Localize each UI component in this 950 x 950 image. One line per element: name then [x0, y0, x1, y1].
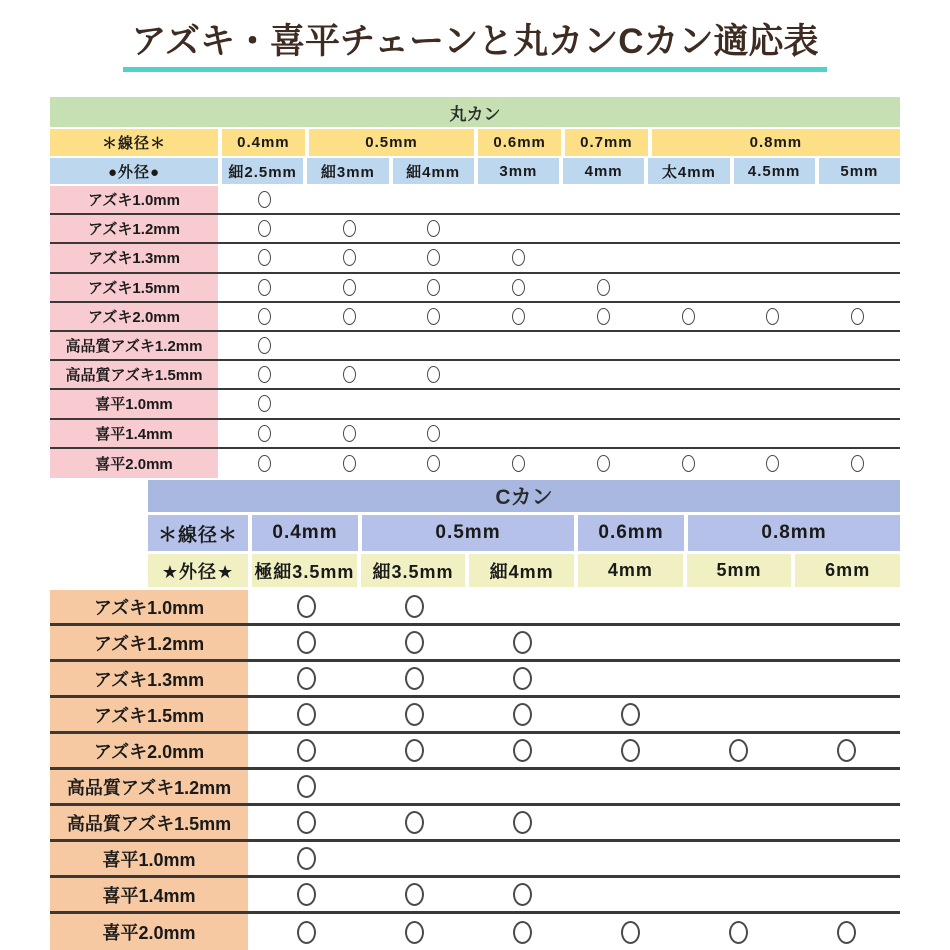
circle-mark	[427, 279, 440, 296]
mark-cell	[576, 914, 684, 950]
page-title: アズキ・喜平チェーンと丸カンCカン適応表	[123, 20, 826, 72]
chain-row-label: 喜平1.0mm	[50, 390, 222, 417]
mark-cell	[731, 449, 816, 478]
mark-cell	[360, 770, 468, 803]
chain-row-label: アズキ1.5mm	[50, 274, 222, 301]
mark-cell	[360, 878, 468, 911]
circle-mark	[405, 667, 424, 690]
mark-cell	[252, 590, 360, 623]
mark-cell	[561, 215, 646, 242]
circle-mark	[343, 455, 356, 472]
mark-cell	[684, 878, 792, 911]
mark-cell	[476, 361, 561, 388]
mark-cell	[561, 186, 646, 213]
mark-cell	[468, 698, 576, 731]
mark-cell	[476, 449, 561, 478]
mark-cell	[646, 449, 731, 478]
circle-mark	[297, 739, 316, 762]
chain-row	[50, 734, 900, 770]
chain-row-label: アズキ1.0mm	[50, 590, 252, 623]
outer-diameter-cell: 細4mm	[469, 554, 578, 587]
mark-cell	[561, 303, 646, 330]
mark-cell	[252, 842, 360, 875]
circle-mark	[405, 703, 424, 726]
mark-cell	[468, 914, 576, 950]
mark-cell	[468, 878, 576, 911]
circle-mark	[343, 425, 356, 442]
mark-cell	[222, 332, 307, 359]
circle-mark	[682, 455, 695, 472]
mark-cell	[468, 806, 576, 839]
wire-diameter-cell: 0.8mm	[688, 515, 900, 551]
mark-cell	[307, 186, 392, 213]
circle-mark	[343, 366, 356, 383]
mark-cell	[646, 332, 731, 359]
circle-mark	[513, 703, 532, 726]
mark-cell	[815, 390, 900, 417]
mark-cell	[815, 420, 900, 447]
mark-cell	[392, 449, 477, 478]
mark-cell	[576, 698, 684, 731]
circle-mark	[427, 366, 440, 383]
mark-cell	[576, 662, 684, 695]
circle-mark	[513, 631, 532, 654]
circle-mark	[597, 455, 610, 472]
mark-cell	[684, 662, 792, 695]
outer-diameter-cell: 4.5mm	[734, 158, 819, 184]
circle-mark	[343, 279, 356, 296]
circle-mark	[405, 811, 424, 834]
mark-cell	[476, 332, 561, 359]
outer-diameter-cell: 極細3.5mm	[252, 554, 361, 587]
mark-cell	[392, 244, 477, 271]
mark-cell	[360, 734, 468, 767]
mark-cell	[392, 186, 477, 213]
title-block	[0, 20, 950, 72]
outer-diameter-cell: 細3mm	[307, 158, 392, 184]
outer-diameter-cell: 細4mm	[393, 158, 478, 184]
mark-cell	[576, 806, 684, 839]
outer-diameter-cell: 5mm	[819, 158, 900, 184]
mark-cell	[252, 914, 360, 950]
chain-row-label: 高品質アズキ1.5mm	[50, 361, 222, 388]
mark-cell	[684, 770, 792, 803]
wire-diameter-cell: 0.4mm	[252, 515, 362, 551]
circle-mark	[837, 739, 856, 762]
circle-mark	[851, 455, 864, 472]
chain-row	[50, 698, 900, 734]
outer-diameter-header-label: ●外径●	[50, 158, 222, 184]
mark-cell	[792, 914, 900, 950]
chain-row	[50, 842, 900, 878]
circle-mark	[258, 337, 271, 354]
mark-cell	[222, 420, 307, 447]
chain-row	[50, 914, 900, 950]
chain-row-label: 喜平2.0mm	[50, 449, 222, 478]
mark-cell	[815, 215, 900, 242]
mark-cell	[731, 332, 816, 359]
chain-row-label: 高品質アズキ1.2mm	[50, 332, 222, 359]
circle-mark	[513, 883, 532, 906]
chain-row-label: アズキ1.3mm	[50, 662, 252, 695]
mark-cell	[392, 361, 477, 388]
mark-cell	[792, 770, 900, 803]
mark-cell	[307, 332, 392, 359]
mark-cell	[252, 806, 360, 839]
chain-row-label: 高品質アズキ1.5mm	[50, 806, 252, 839]
chain-row-label: アズキ2.0mm	[50, 734, 252, 767]
mark-cell	[360, 698, 468, 731]
mark-cell	[561, 390, 646, 417]
chain-row	[50, 878, 900, 914]
mark-cell	[684, 842, 792, 875]
circle-mark	[512, 279, 525, 296]
circle-mark	[597, 308, 610, 325]
circle-mark	[427, 308, 440, 325]
wire-diameter-row	[50, 129, 900, 156]
circle-mark	[297, 921, 316, 944]
circle-mark	[621, 703, 640, 726]
circle-mark	[621, 739, 640, 762]
circle-mark	[343, 249, 356, 266]
c-kan-table-header	[148, 480, 900, 587]
mark-cell	[476, 186, 561, 213]
circle-mark	[343, 220, 356, 237]
chain-row-label: アズキ1.2mm	[50, 626, 252, 659]
mark-cell	[468, 626, 576, 659]
circle-mark	[621, 921, 640, 944]
mark-cell	[392, 215, 477, 242]
mark-cell	[561, 420, 646, 447]
circle-mark	[258, 455, 271, 472]
wire-diameter-cell: 0.7mm	[565, 129, 652, 156]
circle-mark	[297, 775, 316, 798]
maru-kan-table	[50, 97, 900, 478]
outer-diameter-cell: 5mm	[687, 554, 796, 587]
chain-row-label: アズキ1.5mm	[50, 698, 252, 731]
mark-cell	[222, 244, 307, 271]
mark-cell	[561, 449, 646, 478]
mark-cell	[684, 698, 792, 731]
mark-cell	[792, 662, 900, 695]
circle-mark	[729, 739, 748, 762]
circle-mark	[729, 921, 748, 944]
chain-row	[50, 770, 900, 806]
mark-cell	[392, 390, 477, 417]
mark-cell	[360, 662, 468, 695]
mark-cell	[731, 303, 816, 330]
mark-cell	[307, 361, 392, 388]
circle-mark	[258, 249, 271, 266]
circle-mark	[343, 308, 356, 325]
mark-cell	[792, 878, 900, 911]
mark-cell	[731, 215, 816, 242]
chain-row	[50, 361, 900, 390]
mark-cell	[222, 215, 307, 242]
mark-cell	[792, 626, 900, 659]
mark-cell	[815, 303, 900, 330]
mark-cell	[252, 734, 360, 767]
mark-cell	[307, 274, 392, 301]
mark-cell	[815, 449, 900, 478]
circle-mark	[297, 811, 316, 834]
outer-diameter-cell: 細2.5mm	[222, 158, 307, 184]
mark-cell	[792, 806, 900, 839]
mark-cell	[468, 770, 576, 803]
mark-cell	[360, 842, 468, 875]
circle-mark	[258, 191, 271, 208]
mark-cell	[684, 590, 792, 623]
mark-cell	[815, 186, 900, 213]
wire-diameter-cell: 0.6mm	[578, 515, 688, 551]
circle-mark	[427, 220, 440, 237]
wire-diameter-header-label: ＊線径＊	[148, 515, 252, 551]
chain-row	[50, 662, 900, 698]
mark-cell	[222, 186, 307, 213]
mark-cell	[360, 590, 468, 623]
mark-cell	[792, 698, 900, 731]
mark-cell	[252, 878, 360, 911]
mark-cell	[360, 626, 468, 659]
mark-cell	[468, 590, 576, 623]
mark-cell	[307, 420, 392, 447]
circle-mark	[427, 425, 440, 442]
outer-diameter-cell: 太4mm	[648, 158, 733, 184]
mark-cell	[792, 590, 900, 623]
mark-cell	[252, 698, 360, 731]
circle-mark	[258, 395, 271, 412]
circle-mark	[297, 595, 316, 618]
circle-mark	[297, 847, 316, 870]
circle-mark	[837, 921, 856, 944]
mark-cell	[731, 244, 816, 271]
mark-cell	[392, 420, 477, 447]
mark-cell	[222, 274, 307, 301]
chain-row-label: アズキ1.3mm	[50, 244, 222, 271]
mark-cell	[684, 914, 792, 950]
mark-cell	[307, 303, 392, 330]
mark-cell	[252, 626, 360, 659]
chain-row-label: 喜平2.0mm	[50, 914, 252, 950]
mark-cell	[476, 390, 561, 417]
chain-row-label: 高品質アズキ1.2mm	[50, 770, 252, 803]
circle-mark	[427, 455, 440, 472]
mark-cell	[360, 914, 468, 950]
wire-diameter-cell: 0.4mm	[222, 129, 309, 156]
circle-mark	[766, 308, 779, 325]
circle-mark	[258, 425, 271, 442]
circle-mark	[682, 308, 695, 325]
circle-mark	[258, 220, 271, 237]
mark-cell	[561, 361, 646, 388]
outer-diameter-cell: 4mm	[578, 554, 687, 587]
circle-mark	[851, 308, 864, 325]
chain-row	[50, 215, 900, 244]
mark-cell	[646, 303, 731, 330]
circle-mark	[297, 703, 316, 726]
outer-diameter-row	[50, 158, 900, 184]
mark-cell	[646, 390, 731, 417]
mark-cell	[731, 361, 816, 388]
circle-mark	[405, 921, 424, 944]
circle-mark	[405, 595, 424, 618]
mark-cell	[476, 274, 561, 301]
mark-cell	[684, 734, 792, 767]
mark-cell	[731, 274, 816, 301]
wire-diameter-cell: 0.5mm	[362, 515, 578, 551]
table-title: Cカン	[148, 480, 900, 512]
mark-cell	[222, 449, 307, 478]
mark-cell	[646, 420, 731, 447]
wire-diameter-cell: 0.5mm	[309, 129, 479, 156]
mark-cell	[646, 215, 731, 242]
outer-diameter-cell: 4mm	[563, 158, 648, 184]
chain-row-label: 喜平1.4mm	[50, 878, 252, 911]
outer-diameter-row	[148, 554, 900, 587]
outer-diameter-header-label: ★外径★	[148, 554, 252, 587]
wire-diameter-header-label: ＊線径＊	[50, 129, 222, 156]
table-title: 丸カン	[50, 97, 900, 127]
mark-cell	[307, 390, 392, 417]
mark-cell	[307, 244, 392, 271]
mark-cell	[731, 186, 816, 213]
mark-cell	[792, 842, 900, 875]
circle-mark	[512, 308, 525, 325]
mark-cell	[576, 842, 684, 875]
circle-mark	[513, 667, 532, 690]
mark-cell	[222, 361, 307, 388]
chain-row	[50, 332, 900, 361]
mark-cell	[468, 662, 576, 695]
mark-cell	[360, 806, 468, 839]
wire-diameter-row	[148, 515, 900, 551]
mark-cell	[392, 303, 477, 330]
circle-mark	[513, 739, 532, 762]
mark-cell	[815, 332, 900, 359]
mark-cell	[252, 662, 360, 695]
chain-row	[50, 274, 900, 303]
outer-diameter-cell: 6mm	[795, 554, 900, 587]
mark-cell	[815, 274, 900, 301]
mark-cell	[646, 186, 731, 213]
mark-cell	[576, 734, 684, 767]
circle-mark	[513, 811, 532, 834]
mark-cell	[392, 332, 477, 359]
mark-cell	[576, 590, 684, 623]
mark-cell	[646, 274, 731, 301]
mark-cell	[576, 770, 684, 803]
mark-cell	[731, 390, 816, 417]
mark-cell	[792, 734, 900, 767]
mark-cell	[307, 215, 392, 242]
circle-mark	[427, 249, 440, 266]
mark-cell	[561, 332, 646, 359]
mark-cell	[222, 390, 307, 417]
mark-cell	[731, 420, 816, 447]
mark-cell	[222, 303, 307, 330]
circle-mark	[297, 883, 316, 906]
chain-row-label: 喜平1.0mm	[50, 842, 252, 875]
mark-cell	[476, 215, 561, 242]
mark-cell	[476, 303, 561, 330]
mark-cell	[684, 806, 792, 839]
mark-cell	[684, 626, 792, 659]
mark-cell	[468, 734, 576, 767]
chain-row-label: アズキ2.0mm	[50, 303, 222, 330]
circle-mark	[258, 308, 271, 325]
chain-row-label: 喜平1.4mm	[50, 420, 222, 447]
mark-cell	[307, 449, 392, 478]
wire-diameter-cell: 0.8mm	[652, 129, 900, 156]
chain-row	[50, 626, 900, 662]
chain-row	[50, 244, 900, 273]
mark-cell	[576, 626, 684, 659]
outer-diameter-cell: 細3.5mm	[361, 554, 470, 587]
mark-cell	[468, 842, 576, 875]
mark-cell	[576, 878, 684, 911]
chain-row	[50, 303, 900, 332]
mark-cell	[815, 361, 900, 388]
chain-row	[50, 390, 900, 419]
circle-mark	[405, 739, 424, 762]
mark-cell	[476, 244, 561, 271]
c-kan-table-body	[50, 590, 900, 950]
chain-row	[50, 590, 900, 626]
circle-mark	[258, 279, 271, 296]
wire-diameter-cell: 0.6mm	[478, 129, 565, 156]
chain-row	[50, 806, 900, 842]
mark-cell	[392, 274, 477, 301]
mark-cell	[561, 274, 646, 301]
circle-mark	[513, 921, 532, 944]
circle-mark	[405, 883, 424, 906]
mark-cell	[476, 420, 561, 447]
mark-cell	[252, 770, 360, 803]
circle-mark	[405, 631, 424, 654]
circle-mark	[297, 667, 316, 690]
circle-mark	[297, 631, 316, 654]
circle-mark	[597, 279, 610, 296]
chain-row-label: アズキ1.2mm	[50, 215, 222, 242]
circle-mark	[258, 366, 271, 383]
circle-mark	[512, 249, 525, 266]
mark-cell	[646, 361, 731, 388]
circle-mark	[766, 455, 779, 472]
mark-cell	[561, 244, 646, 271]
circle-mark	[512, 455, 525, 472]
mark-cell	[646, 244, 731, 271]
chain-row	[50, 449, 900, 478]
mark-cell	[815, 244, 900, 271]
chain-row-label: アズキ1.0mm	[50, 186, 222, 213]
outer-diameter-cell: 3mm	[478, 158, 563, 184]
chain-row	[50, 420, 900, 449]
chain-row	[50, 186, 900, 215]
